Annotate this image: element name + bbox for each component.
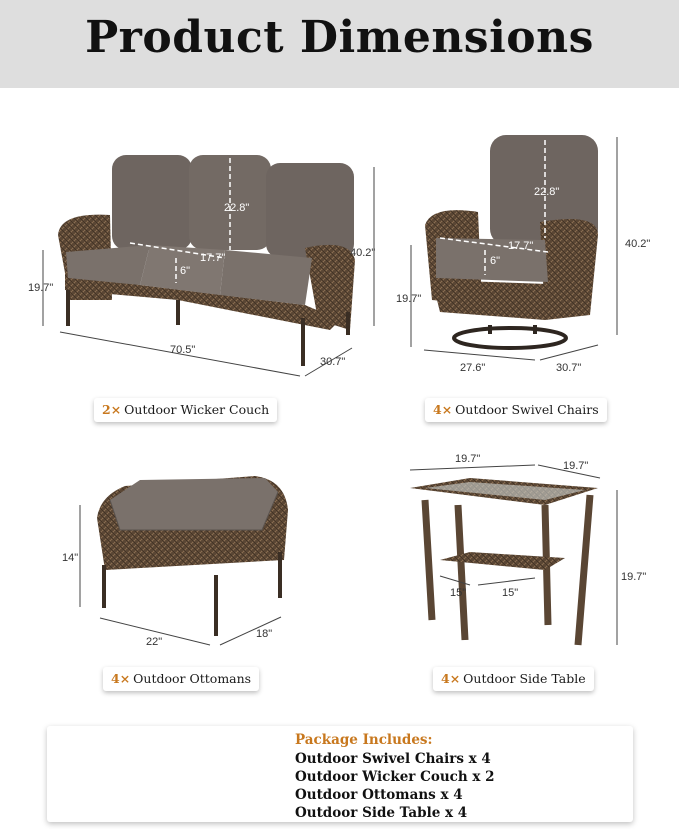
couch-height-label: 40.2" [350,247,376,259]
chair-caption-label: Outdoor Swivel Chairs [455,402,599,417]
chair-quantity: 4× [433,402,453,417]
table-shelf-depth-label: 15" [502,587,519,599]
ottoman-image [80,476,288,645]
ottoman-caption-label: Outdoor Ottomans [133,671,252,686]
chair-width-label: 27.6" [460,362,486,374]
couch-back-height-label: 22.8" [224,202,250,214]
table-top-depth-label: 19.7" [563,460,589,472]
couch-depth-label: 30.7" [320,356,346,368]
chair-caption [425,398,607,422]
table-caption [433,667,594,691]
package-includes-panel [47,726,633,822]
chair-depth-label: 30.7" [556,362,582,374]
package-item: Outdoor Ottomans x 4 [295,787,463,803]
package-item: Outdoor Wicker Couch x 2 [295,769,495,785]
package-title: Package Includes: [295,732,433,748]
chair-cushion-label: 6" [490,255,501,267]
ottoman-depth-label: 18" [256,628,273,640]
table-caption-label: Outdoor Side Table [463,671,586,686]
chair-seat-height-label: 19.7" [396,293,422,305]
couch-image [43,155,374,376]
ottoman-caption [103,667,259,691]
ottoman-height-label: 14" [62,552,79,564]
couch-cushion-label: 6" [180,265,191,277]
couch-caption [94,398,277,422]
table-top-width-label: 19.7" [455,453,481,465]
chair-back-height-label: 22.8" [534,186,560,198]
table-shelf-width-label: 15" [450,587,467,599]
couch-seat-depth-label: 17.7" [200,252,226,264]
couch-width-label: 70.5" [170,344,196,356]
page-title: Product Dimensions [85,12,594,63]
table-height-label: 19.7" [621,571,647,583]
chair-seat-depth-label: 17.7" [508,240,534,252]
chair-height-label: 40.2" [625,238,651,250]
table-quantity: 4× [441,671,461,686]
ottoman-width-label: 22" [146,636,163,648]
ottoman-quantity: 4× [111,671,131,686]
side-table-image [410,465,617,645]
package-item: Outdoor Side Table x 4 [295,805,468,821]
package-item: Outdoor Swivel Chairs x 4 [295,751,491,767]
couch-caption-label: Outdoor Wicker Couch [124,402,270,417]
couch-quantity: 2× [102,402,122,417]
couch-seat-height-label: 19.7" [28,282,54,294]
